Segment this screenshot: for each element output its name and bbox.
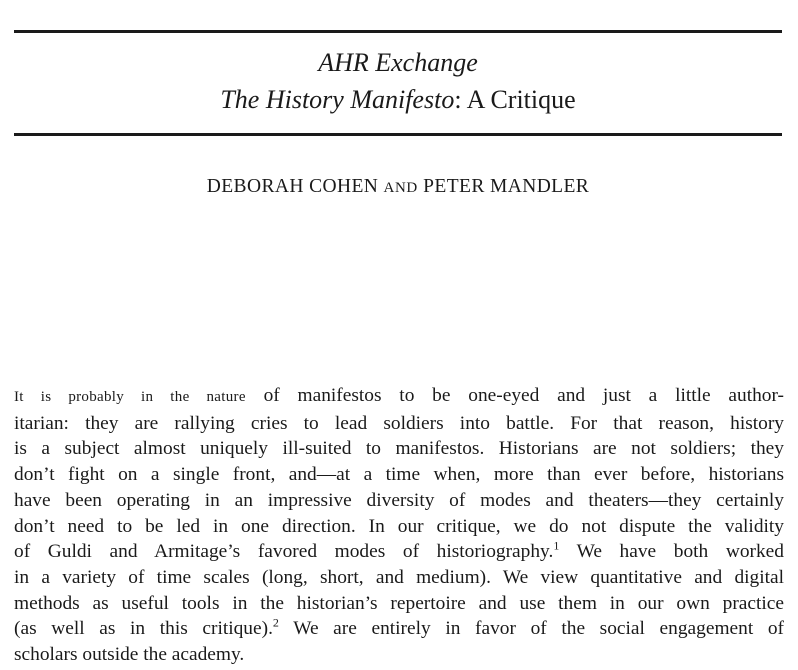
series-title: AHR Exchange bbox=[318, 48, 478, 77]
body-line-11: scholars outside the academy. bbox=[14, 644, 245, 666]
body-line-3: is a subject almost uniquely ill-suited to manifestos. Historians are not soldiers; they bbox=[14, 438, 784, 460]
body-text-7a: of Guldi and Armitage’s favored modes of historiography. bbox=[14, 541, 554, 563]
body-text-7b: We have both worked bbox=[559, 541, 784, 563]
author-byline bbox=[14, 176, 782, 198]
body-line-6: don’t need to be led in one direction. In our critique, we do not dispute the validity bbox=[14, 515, 784, 537]
body-line-2: itarian: they are rallying cries to lead soldiers into battle. For that reason, history bbox=[14, 412, 784, 434]
body-line-9: methods as useful tools in the historian’s repertoire and use them in our own practice bbox=[14, 592, 784, 614]
author-first: DEBORAH COHEN bbox=[206, 176, 379, 197]
body-line-8: in a variety of time scales (long, short, and medium). We view quantitative and digital bbox=[14, 566, 784, 588]
body-line-7 bbox=[14, 539, 784, 565]
top-rule bbox=[14, 30, 782, 33]
article-title-rest: : A Critique bbox=[454, 85, 576, 114]
body-paragraph bbox=[14, 383, 784, 668]
footnote-marker-1[interactable]: 1 bbox=[553, 538, 560, 553]
body-line-1 bbox=[14, 383, 784, 411]
article-title bbox=[14, 81, 782, 118]
author-conjunction: AND bbox=[383, 180, 418, 196]
body-text-10b: We are entirely in favor of the social engagement of bbox=[278, 618, 784, 640]
footnote-marker-2[interactable]: 2 bbox=[272, 615, 279, 630]
body-line-10 bbox=[14, 616, 784, 642]
bottom-rule bbox=[14, 133, 782, 136]
article-title-italic: The History Manifesto bbox=[220, 85, 455, 114]
body-text-1: of manifestos to be one-eyed and just a little author- bbox=[245, 385, 785, 406]
article-title-block bbox=[14, 44, 782, 118]
body-line-4: don’t fight on a single front, and—at a time when, more than ever before, historians bbox=[14, 464, 784, 486]
body-text-10a: (as well as in this critique). bbox=[14, 618, 273, 640]
author-second: PETER MANDLER bbox=[423, 176, 590, 197]
body-line-5: have been operating in an impressive diversity of modes and theaters—they certainly bbox=[14, 489, 784, 511]
opening-smallcaps: It is probably in the nature bbox=[14, 389, 246, 405]
